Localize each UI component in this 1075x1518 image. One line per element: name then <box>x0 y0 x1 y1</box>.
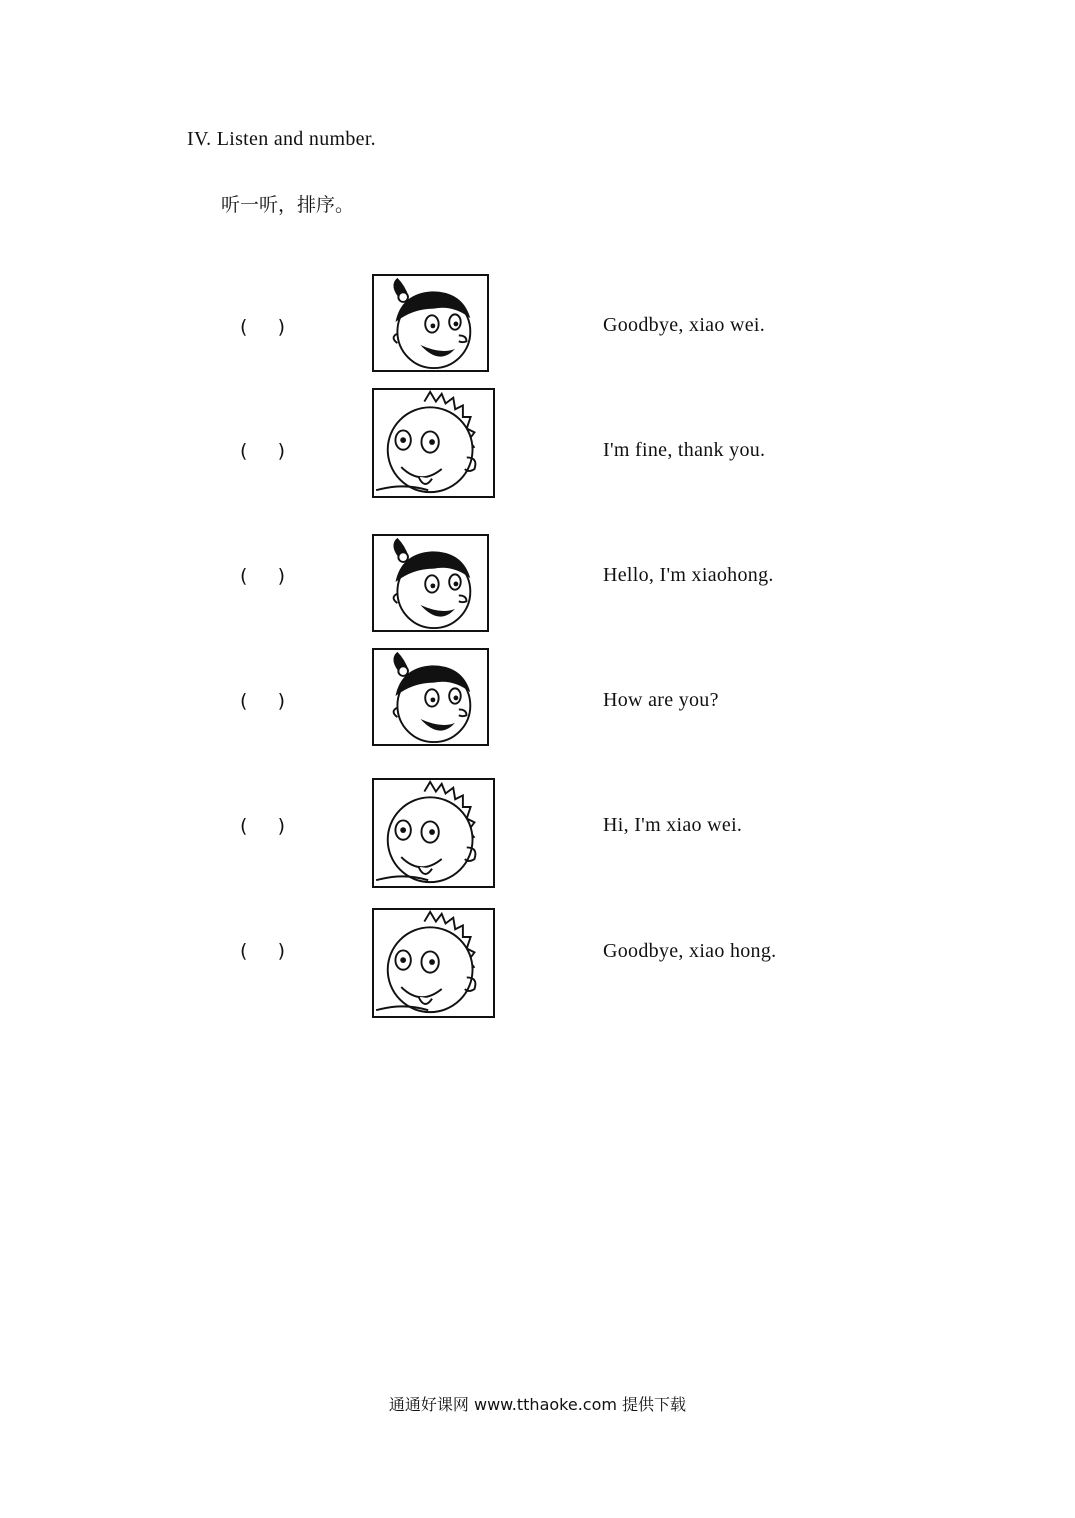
dialogue-sentence: Goodbye, xiao hong. <box>603 940 777 962</box>
girl-icon <box>372 274 489 372</box>
dialogue-sentence: Hello, I'm xiaohong. <box>603 564 774 586</box>
dialogue-sentence: I'm fine, thank you. <box>603 439 766 461</box>
girl-icon <box>372 534 489 632</box>
boy-icon <box>372 388 495 498</box>
boy-icon <box>372 908 495 1018</box>
girl-icon <box>372 648 489 746</box>
exercise-instruction: 听一听，排序。 <box>221 194 355 216</box>
exercise-heading: IV. Listen and number. <box>187 128 376 150</box>
dialogue-sentence: Hi, I'm xiao wei. <box>603 814 743 836</box>
answer-bracket[interactable]: ( ) <box>240 940 286 962</box>
answer-bracket[interactable]: ( ) <box>240 565 286 587</box>
answer-bracket[interactable]: ( ) <box>240 440 286 462</box>
answer-bracket[interactable]: ( ) <box>240 815 286 837</box>
answer-bracket[interactable]: ( ) <box>240 316 286 338</box>
boy-icon <box>372 778 495 888</box>
dialogue-sentence: How are you? <box>603 689 719 711</box>
dialogue-sentence: Goodbye, xiao wei. <box>603 314 766 336</box>
footer-credit: 通通好课网 www.tthaoke.com 提供下载 <box>388 1395 687 1414</box>
answer-bracket[interactable]: ( ) <box>240 690 286 712</box>
